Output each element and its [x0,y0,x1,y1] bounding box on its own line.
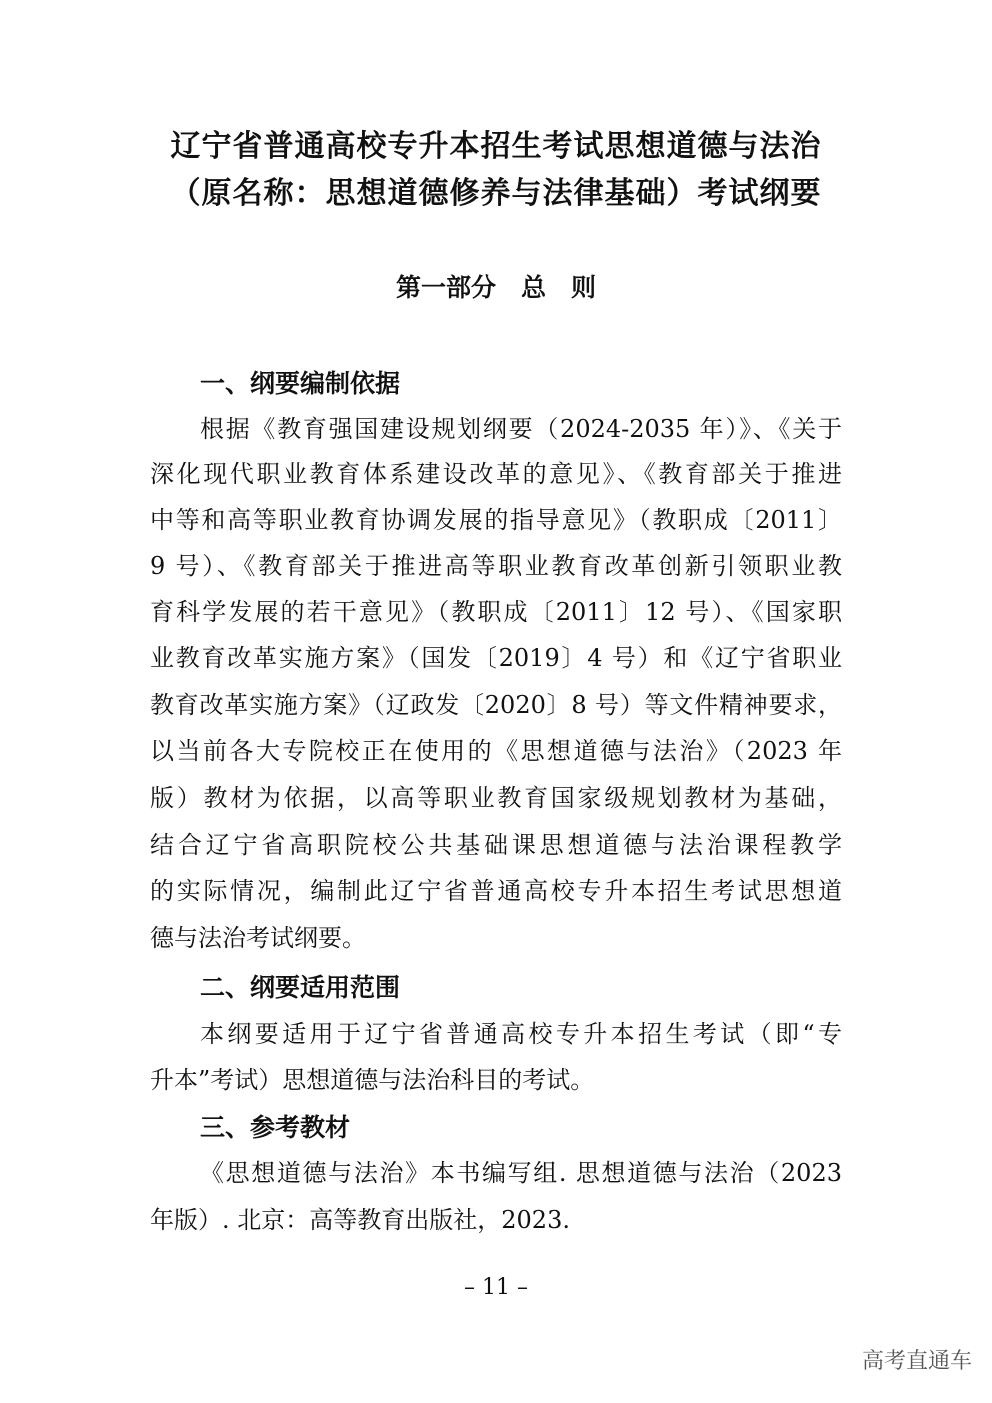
paragraph-line: 中等和高等职业教育协调发展的指导意见》（教职成〔2011〕 [150,506,842,534]
paragraph-line: 9 号）、《教育部关于推进高等职业教育改革创新引领职业教 [150,552,842,580]
paragraph-line: 年版）. 北京：高等教育出版社，2023. [150,1206,570,1234]
paragraph-line: 深化现代职业教育体系建设改革的意见》、《教育部关于推进 [150,460,842,488]
paragraph-line: 升本”考试）思想道德与法治科目的考试。 [150,1066,595,1094]
paragraph-line: 以当前各大专院校正在使用的《思想道德与法治》（2023 年 [150,737,842,765]
document-title-line-1: 辽宁省普通高校专升本招生考试思想道德与法治 [170,129,822,164]
watermark: 高考直通车 [861,1349,972,1374]
paragraph-line: 育科学发展的若干意见》（教职成〔2011〕12 号）、《国家职 [150,598,842,626]
paragraph-line: 的实际情况，编制此辽宁省普通高校专升本招生考试思想道 [150,877,842,905]
document-title-line-2: （原名称：思想道德修养与法律基础）考试纲要 [170,176,822,211]
paragraph-line: 《思想道德与法治》本书编写组. 思想道德与法治（2023 [200,1159,842,1187]
paragraph-line: 德与法治考试纲要。 [150,924,366,952]
section-heading-basis: 一、纲要编制依据 [200,369,401,398]
paragraph-line: 业教育改革实施方案》（国发〔2019〕4 号）和《辽宁省职业 [150,644,842,672]
page-number: – 11 – [464,1275,528,1300]
paragraph-line: 教育改革实施方案》（辽政发〔2020〕8 号）等文件精神要求， [150,691,842,719]
paragraph-line: 版）教材为依据，以高等职业教育国家级规划教材为基础， [150,784,842,812]
section-heading-textbook: 三、参考教材 [200,1113,351,1142]
paragraph-line: 根据《教育强国建设规划纲要（2024-2035 年）》、《关于 [200,415,842,443]
paragraph-line: 本纲要适用于辽宁省普通高校专升本招生考试（即“专 [200,1020,842,1048]
part-heading: 第一部分 总 则 [395,273,596,302]
paragraph-line: 结合辽宁省高职院校公共基础课思想道德与法治课程教学 [150,831,842,859]
section-heading-scope: 二、纲要适用范围 [200,973,401,1002]
